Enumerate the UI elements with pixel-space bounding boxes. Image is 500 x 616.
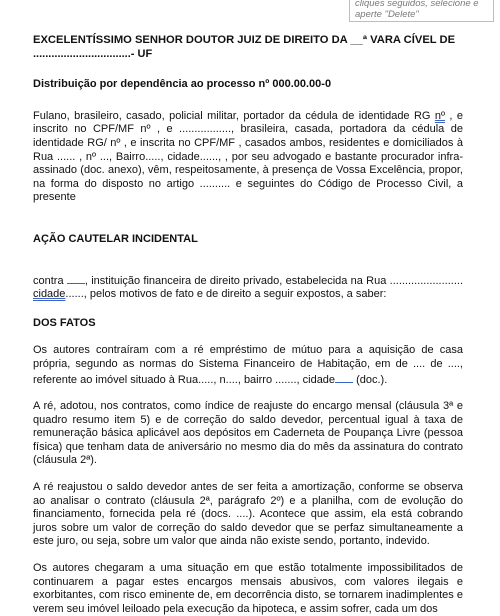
tooltip-line-1: cliques seguidos, selecione e [355,0,479,9]
distribution-line: Distribuição por dependência ao processo nº 000.00.00-0 [33,78,332,91]
facts-paragraph-4: Os autores chegaram a uma situação em que estão totalmente impossibilitados de continuarem a pagar estes encargos mensais abusivos, com valores ilegais e exorbitantes, com risco eminente de, em decorrência disto, se tornarem inadimplentes e verem seu imóvel leiloado pela execução da hipoteca, e assim sofrer, cada um dos [33,562,463,615]
parties-rg-field[interactable]: nº [434,109,445,122]
heading-line-1: EXCELENTÍSSIMO SENHOR DOUTOR JUIZ DE DIREITO DA __ª VARA CÍVEL DE [33,34,456,46]
contra-text-a: contra [33,274,67,287]
facts-p1-text-a: Os autores contraíram com a ré empréstimo de mútuo para a aquisição de casa própria, segundo as normas do Sistema Financeiro de Habitação, em de .... de ...., referente ao imóvel situado à Rua....., n...., bairro ......., cidade [33,344,463,386]
heading-line-2: ................................- UF [33,47,153,60]
facts-p1-text-b: (doc.). [353,373,388,386]
contra-text-b: , instituição financeira de direito privado, estabelecida na Rua ........................ [84,274,464,287]
tooltip-box [349,0,494,22]
action-title: AÇÃO CAUTELAR INCIDENTAL [33,232,198,245]
parties-text-1: Fulano, brasileiro, casado, policial militar, portador da cédula de identidade RG [33,109,435,122]
contra-text-d: ......, pelos motivos de fato e de direito a seguir expostos, a saber: [65,288,387,301]
document-body [33,34,463,616]
parties-paragraph [33,110,463,205]
defendant-name-field[interactable] [67,273,85,284]
facts-paragraph-1 [33,344,463,387]
parties-text-2: , e inscrito no CPF/MF nº , e ................., brasileira, casada, portadora da cédula de identidade RG/ nº , e inscrita no CPF/MF , casados ambos, residentes e domiciliados à Rua ...... , nº ..., Bairro....., cidade......, , por seu advogado e bastante procurador infra-assinado (doc. anexo), vêm, respeitosamente, à presença de Vossa Excelência, propor, na forma do disposto no artigo .......... e seguintes do Código de Processo Civil, a presente [33,109,463,204]
facts-title: DOS FATOS [33,316,96,329]
facts-paragraph-3: A ré reajustou o saldo devedor antes de ser feita a amortização, conforme se observa ao analisar o contrato (cláusula 2ª, parágrafo 2º) e a planilha, com de evolução do financiamento, fornecida pela ré (docs. ....). Acontece que assim, ela está cobrando juros sobre um valor de correção do saldo devedor que se perfaz simultaneamente a este juro, ou seja, sobre um valor que ainda não existe sendo, portanto, indevido. [33,481,463,548]
tooltip-line-2: aperte "Delete" [355,9,419,20]
city-field[interactable]: cidade [33,288,66,301]
city-blank-field[interactable] [335,372,353,383]
contra-paragraph [33,273,463,302]
facts-paragraph-2: A ré, adotou, nos contratos, como índice de reajuste do encargo mensal (cláusula 3ª e quadro resumo item 5) e de correção do saldo devedor, percentual igual à taxa de remuneração básica aplicável aos depósitos em Caderneta de Poupança Livre (pessoa física) que tenham data de aniversário no mesmo dia do mês da assinatura do contrato (cláusula 2ª). [33,400,463,467]
